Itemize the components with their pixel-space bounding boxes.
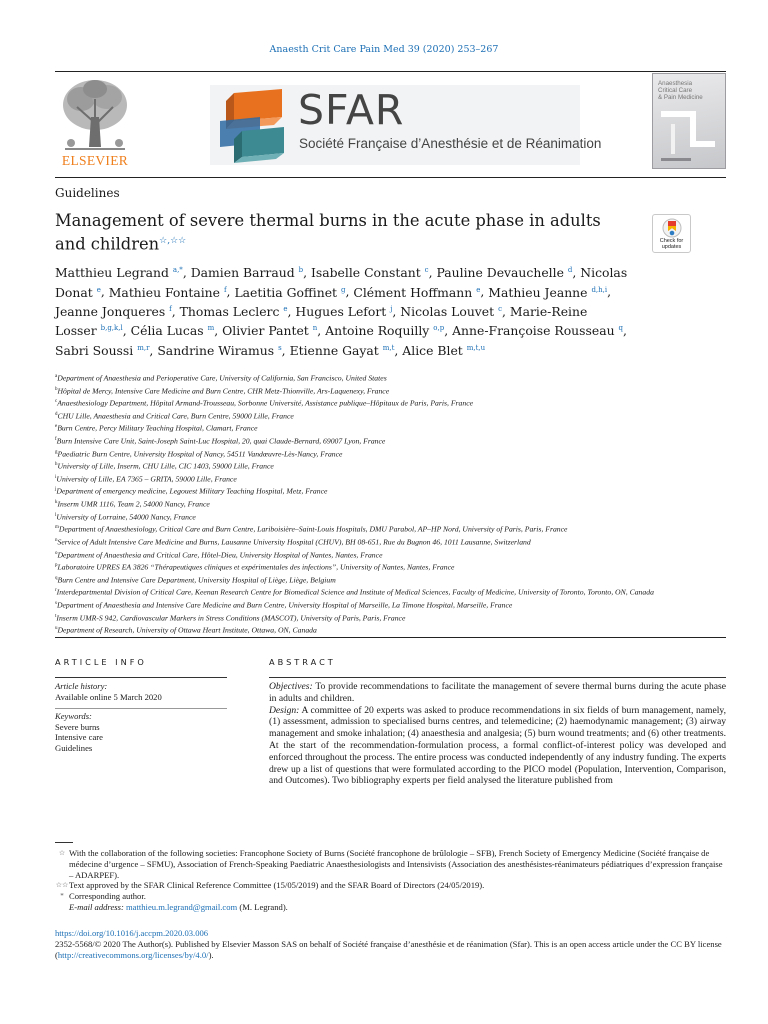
affiliation-text: Paediatric Burn Centre, University Hospital of Nancy, 54511 Vandœuvre-Lès-Nancy, France	[57, 449, 343, 459]
affiliation-text: University of Lille, EA 7365 – GRITA, 59000 Lille, France	[56, 474, 237, 484]
affiliation-text: Hôpital de Mercy, Intensive Care Medicine and Burn Centre, CHR Metz-Thionville, Ars-Laquenexy, France	[57, 386, 390, 396]
author	[290, 343, 395, 358]
affiliation	[55, 560, 655, 573]
author-name: Olivier Pantet	[222, 323, 309, 339]
author	[157, 343, 281, 358]
keywords-rule	[55, 708, 227, 709]
author-name: Sabri Soussi	[55, 342, 134, 358]
affiliation	[55, 396, 655, 409]
journal-header	[55, 73, 726, 173]
author	[55, 343, 149, 358]
affiliation	[55, 421, 655, 434]
author-list: Matthieu Legrand $^{a,*}$, Damien Barraud $^b$, Isabelle Constant $^c$, Pauline Devauchelle $^d$, Nicolas Donat $^e$, Mathieu Fontaine $^f$, Laetitia Goffinet $^g$, Clément Hoffmann $^e$, Mathieu Jeanne $^{d,h,i}$, Jeanne Jonqueres $^f$, Thomas Leclerc $^e$, Hugues Lefort $^j$, Nicolas Louvet $^c$, Marie-Reine Losser $^{b,g,k,l}$, Célia Lucas $^m$, Olivier Pantet $^n$, Antoine Roquilly $^{o,p}$, Anne-Françoise Rousseau $^q$, Sabri Soussi $^{m,r}$, Sandrine Wiramus $^s$, Etienne Gayat $^{m,t}$, Alice Blet $^{m,t,u}$	[55, 265, 628, 358]
author-name: Mathieu Jeanne	[488, 284, 588, 300]
author	[488, 285, 607, 300]
elsevier-logo	[55, 77, 135, 169]
affiliation-key: u	[55, 626, 58, 632]
author-affiliation-marks[interactable]: f	[223, 285, 227, 294]
article-title	[55, 210, 625, 254]
affiliation	[55, 611, 655, 624]
title-text: Management of severe thermal burns in the acute phase in adults and children	[55, 211, 601, 254]
footnotes	[55, 848, 726, 913]
objectives-text: To provide recommendations to facilitate the management of severe thermal burns during the acute phase in adults and children.	[269, 681, 726, 704]
elsevier-wordmark: ELSEVIER	[61, 153, 129, 168]
footnote-rule	[55, 842, 73, 843]
license-text	[55, 939, 726, 961]
affiliation-key: i	[55, 474, 57, 480]
affiliation-text: Service of Adult Intensive Care Medicine and Burns, Lausanne University Hospital (CHUV), BH 08-651, Rue du Bugnon 46, 1011 Lausanne, Switzerland	[57, 537, 531, 547]
author-affiliation-marks[interactable]: m	[207, 324, 215, 333]
author	[353, 285, 480, 300]
footnote-text: With the collaboration of the following societies: Francophone Society of Burns (Société francophone de brûlologie – SFB), French Society of Emergency Medicine (Société française de médecine d’urgence – SFMU), Association of French-Speaking Paediatric Anaesthesiologists and Intensivists (Association des anesthésistes-réanimateurs pédiatriques d’expression française – ADARPEF).	[69, 848, 723, 880]
affiliation-key: f	[55, 437, 57, 443]
affiliation-text: Burn Intensive Care Unit, Saint-Joseph Saint-Luc Hospital, 20, quai Claude-Bernard, 69007 Lyon, France	[56, 436, 386, 446]
email-name: (M. Legrand).	[239, 901, 288, 912]
affiliation-key: e	[55, 424, 58, 430]
author	[191, 265, 303, 280]
affiliation-key: d	[55, 411, 58, 417]
author-name: Laetitia Goffinet	[234, 284, 338, 300]
affiliation-text: Department of emergency medicine, Legouest Military Teaching Hospital, Metz, France	[56, 487, 328, 497]
affiliation-text: CHU Lille, Anaesthesia and Critical Care, Burn Centre, 59000 Lille, France	[57, 411, 294, 421]
affiliation-text: Interdepartmental Division of Critical Care, Keenan Research Centre for Biomedical Science and Institute of Medical Sciences, Faculty of Medicine, University of Toronto, Toronto, ON, Canada	[56, 587, 654, 597]
affiliation-text: Department of Anaesthesiology, Critical Care and Burn Centre, Lariboisière–Saint-Louis Hospitals, DMU Parabol, AP–HP Nord, University of Paris, Paris, France	[58, 524, 568, 534]
affiliation-text: Inserm UMR-S 942, Cardiovascular Markers in Stress Conditions (MASCOT), University of Paris, Paris, France	[56, 613, 406, 623]
affiliation-key: m	[55, 525, 59, 531]
journal-cover-thumbnail[interactable]	[652, 73, 726, 169]
design-label: Design:	[269, 704, 300, 716]
affiliation-key: g	[55, 449, 58, 455]
design-text: A committee of 20 experts was asked to produce recommendations in six fields of burn management, namely, (1) assessment, admission to specialised burns centres, and telemedicine; (2) haemodynamic management; (3) airway management and smoke inhalation; (4) anaesthesia and analgesia; (5) burn wound treatments; and (6) other treatments. At the start of the recommendation-formulation process, a formal conflict-of-interest policy was developed and enforced throughout the process. The entire process was conducted independently of any industry funding. The experts drew up a list of questions that were formulated according to the PICO model (Population, Intervention, Comparison, and Outcomes). Two bibliography experts per field analysed the literature published from	[269, 704, 727, 787]
author-name: Hugues Lefort	[295, 303, 387, 319]
author	[180, 304, 288, 319]
affiliation	[55, 522, 655, 535]
article-info-heading: ARTICLE INFO	[55, 657, 147, 667]
author-affiliation-marks[interactable]: n	[312, 324, 318, 333]
author-affiliation-marks[interactable]: s	[278, 343, 282, 352]
footnote-text: Corresponding author.	[69, 891, 146, 902]
affiliations-rule	[55, 637, 726, 638]
license-suffix: ).	[208, 949, 214, 960]
cover-graphic-icon	[653, 104, 726, 164]
affiliation	[55, 434, 655, 447]
author-name: Matthieu Legrand	[55, 265, 169, 281]
affiliation-key: j	[55, 487, 57, 493]
affiliation-key: r	[55, 588, 57, 594]
author	[311, 265, 429, 280]
header-bottom-rule	[55, 177, 726, 178]
affiliation-text: Anaesthesiology Department, Hôpital Armand-Trousseau, Sorbonne Université, Assistance publique–Hôpitaux de Paris, Paris, France	[57, 398, 474, 408]
author-name: Nicolas Louvet	[400, 303, 495, 319]
author-name: Clément Hoffmann	[353, 284, 473, 300]
author	[436, 265, 572, 280]
sfar-emblem-icon	[212, 87, 292, 163]
author-name: Antoine Roquilly	[325, 323, 430, 339]
author	[325, 323, 444, 338]
author-affiliation-marks[interactable]: a,*	[172, 266, 183, 274]
affiliation	[55, 535, 655, 548]
article-history-label: Article history:	[55, 681, 108, 691]
affiliation-text: University of Lille, Inserm, CHU Lille, CIC 1403, 59000 Lille, France	[57, 461, 274, 471]
affiliation-text: Department of Anaesthesia and Perioperative Care, University of California, San Francisco, United States	[57, 373, 387, 383]
author-name: Mathieu Fontaine	[108, 284, 220, 300]
section-label: Guidelines	[55, 186, 120, 200]
check-updates-label: Check for updates	[659, 238, 684, 250]
author-affiliation-marks[interactable]: f	[169, 304, 172, 313]
author-affiliation-marks[interactable]: o,p	[433, 324, 445, 333]
abstract	[269, 657, 726, 787]
footnote-mark: ☆	[58, 849, 66, 857]
sfar-full-name: Société Française d’Anesthésie et de Réanimation	[299, 136, 602, 151]
affiliation	[55, 384, 655, 397]
author-name: Célia Lucas	[130, 323, 204, 339]
author-name: Jeanne Jonqueres	[55, 303, 166, 319]
author-affiliation-marks[interactable]: q	[618, 324, 624, 333]
keyword-item: Severe burns	[55, 721, 100, 732]
article-info	[55, 657, 227, 754]
author-affiliation-marks[interactable]: m,r	[137, 343, 150, 352]
license-link[interactable]: http://creativecommons.org/licenses/by/4.0/	[57, 949, 209, 960]
affiliation	[55, 472, 655, 485]
affiliation-text: Burn Centre and Intensive Care Department, University Hospital of Liège, Liège, Belgium	[57, 575, 336, 585]
doi-link[interactable]: https://doi.org/10.1016/j.accpm.2020.03.006	[55, 928, 209, 938]
affiliation	[55, 484, 655, 497]
title-footnote-marks[interactable]: ☆,☆☆	[159, 236, 187, 246]
affiliation-key: p	[55, 563, 58, 569]
affiliation-list	[55, 371, 655, 636]
abstract-body	[269, 681, 726, 787]
affiliation-key: b	[55, 386, 58, 392]
footnote	[55, 891, 726, 902]
affiliation-key: h	[55, 462, 58, 468]
author	[452, 323, 623, 338]
affiliation-text: Inserm UMR 1116, Team 2, 54000 Nancy, France	[57, 499, 210, 509]
affiliation-text: University of Lorraine, 54000 Nancy, France	[56, 512, 196, 522]
author-affiliation-marks[interactable]: m,t	[382, 343, 395, 352]
tree-icon	[55, 77, 135, 155]
affiliation-key: s	[55, 600, 57, 606]
author-affiliation-marks[interactable]: e	[476, 285, 481, 294]
email-link[interactable]: matthieu.m.legrand@gmail.com	[125, 901, 238, 912]
affiliation-text: Department of Anaesthesia and Critical Care, Hôtel-Dieu, University Hospital of Nantes, Nantes, France	[57, 550, 383, 560]
affiliation-key: c	[55, 399, 58, 405]
author-affiliation-marks[interactable]: m,t,u	[466, 343, 486, 352]
affiliation	[55, 548, 655, 561]
keyword-item: Guidelines	[55, 742, 93, 753]
check-updates-icon	[662, 218, 682, 238]
check-for-updates-badge[interactable]	[652, 214, 691, 253]
author-name: Pauline Devauchelle	[436, 265, 564, 281]
affiliation-key: n	[55, 537, 58, 543]
author-name: Nicolas Donat	[55, 265, 628, 300]
affiliation-text: Burn Centre, Percy Military Teaching Hospital, Clamart, France	[57, 424, 258, 433]
doi-and-license	[55, 928, 726, 961]
author-affiliation-marks[interactable]: c	[424, 266, 429, 274]
author-affiliation-marks[interactable]: e	[96, 285, 101, 294]
affiliation	[55, 447, 655, 460]
sfar-wordmark: SFAR	[298, 86, 405, 134]
license-prefix: 2352-5568/© 2020 The Author(s). Published by Elsevier Masson SAS on behalf of Société française d’anesthésie et de réanimation (Sfar). This is an open access article under the CC BY license (	[55, 938, 722, 960]
author-affiliation-marks[interactable]: d	[567, 266, 573, 274]
author	[55, 304, 172, 319]
affiliation	[55, 510, 655, 523]
affiliation-key: o	[55, 550, 58, 556]
affiliation-key: a	[55, 374, 58, 379]
email-label: E-mail address:	[69, 901, 124, 912]
author-affiliation-marks[interactable]: g	[340, 285, 346, 294]
email-line	[55, 902, 726, 913]
objectives-label: Objectives:	[269, 681, 313, 692]
keyword-item: Intensive care	[55, 732, 103, 743]
footnote-mark: *	[60, 892, 64, 901]
author	[400, 304, 502, 319]
author	[402, 343, 485, 358]
affiliation	[55, 623, 655, 636]
author-name: Anne-Françoise Rousseau	[452, 323, 615, 339]
affiliation	[55, 598, 655, 611]
author-affiliation-marks[interactable]: b	[298, 266, 304, 274]
affiliation-key: t	[55, 613, 57, 619]
author	[222, 323, 317, 338]
affiliation	[55, 371, 655, 384]
author-affiliation-marks[interactable]: b,g,k,l	[100, 324, 123, 333]
cover-title: Anaesthesia Critical Care & Pain Medicine	[658, 80, 703, 101]
author	[131, 323, 215, 338]
footnote	[55, 848, 726, 880]
affiliation-text: Laboratoire UPRES EA 3826 “Thérapeutiques cliniques et expérimentales des infections”, University of Nantes, Nantes, France	[57, 562, 455, 572]
author-affiliation-marks[interactable]: c	[498, 304, 502, 313]
affiliation-text: Department of Anaesthesia and Intensive Care Medicine and Burn Centre, University Hospital of Marseille, La Timone Hospital, Marseille, France	[56, 600, 513, 610]
footnote-text: Text approved by the SFAR Clinical Reference Committee (15/05/2019) and the SFAR Board of Directors (24/05/2019).	[69, 880, 485, 891]
affiliation	[55, 409, 655, 422]
author	[109, 285, 227, 300]
affiliation	[55, 585, 655, 598]
header-top-rule	[55, 71, 726, 72]
footnote-mark: ☆☆	[55, 881, 69, 890]
author	[234, 285, 345, 300]
sfar-logo	[210, 85, 602, 165]
affiliation-key: k	[55, 500, 58, 506]
author-name: Etienne Gayat	[289, 342, 379, 358]
keywords-label: Keywords:	[55, 711, 92, 722]
author-name: Thomas Leclerc	[179, 303, 280, 319]
affiliation	[55, 497, 655, 510]
journal-reference[interactable]: Anaesth Crit Care Pain Med 39 (2020) 253–267	[269, 44, 499, 55]
author-name: Marie-Reine Losser	[55, 303, 588, 339]
author-name: Alice Blet	[402, 342, 463, 358]
abstract-rule	[269, 677, 726, 678]
article-info-rule	[55, 677, 227, 678]
affiliation-text: Department of Research, University of Ottawa Heart Institute, Ottawa, ON, Canada	[57, 625, 317, 635]
author-name: Isabelle Constant	[310, 265, 421, 281]
author-name: Sandrine Wiramus	[157, 342, 275, 358]
footnote	[55, 880, 726, 891]
affiliation-key: l	[55, 512, 57, 518]
affiliation	[55, 459, 655, 472]
author-name: Damien Barraud	[190, 265, 295, 281]
affiliation	[55, 573, 655, 586]
abstract-heading: ABSTRACT	[269, 657, 336, 667]
author	[295, 304, 392, 319]
article-history-value: Available online 5 March 2020	[55, 691, 162, 702]
author-affiliation-marks[interactable]: j	[390, 304, 393, 313]
author-affiliation-marks[interactable]: d,h,i	[591, 285, 608, 294]
author	[55, 265, 183, 280]
affiliation-key: q	[55, 575, 58, 581]
author-affiliation-marks[interactable]: e	[283, 304, 288, 313]
